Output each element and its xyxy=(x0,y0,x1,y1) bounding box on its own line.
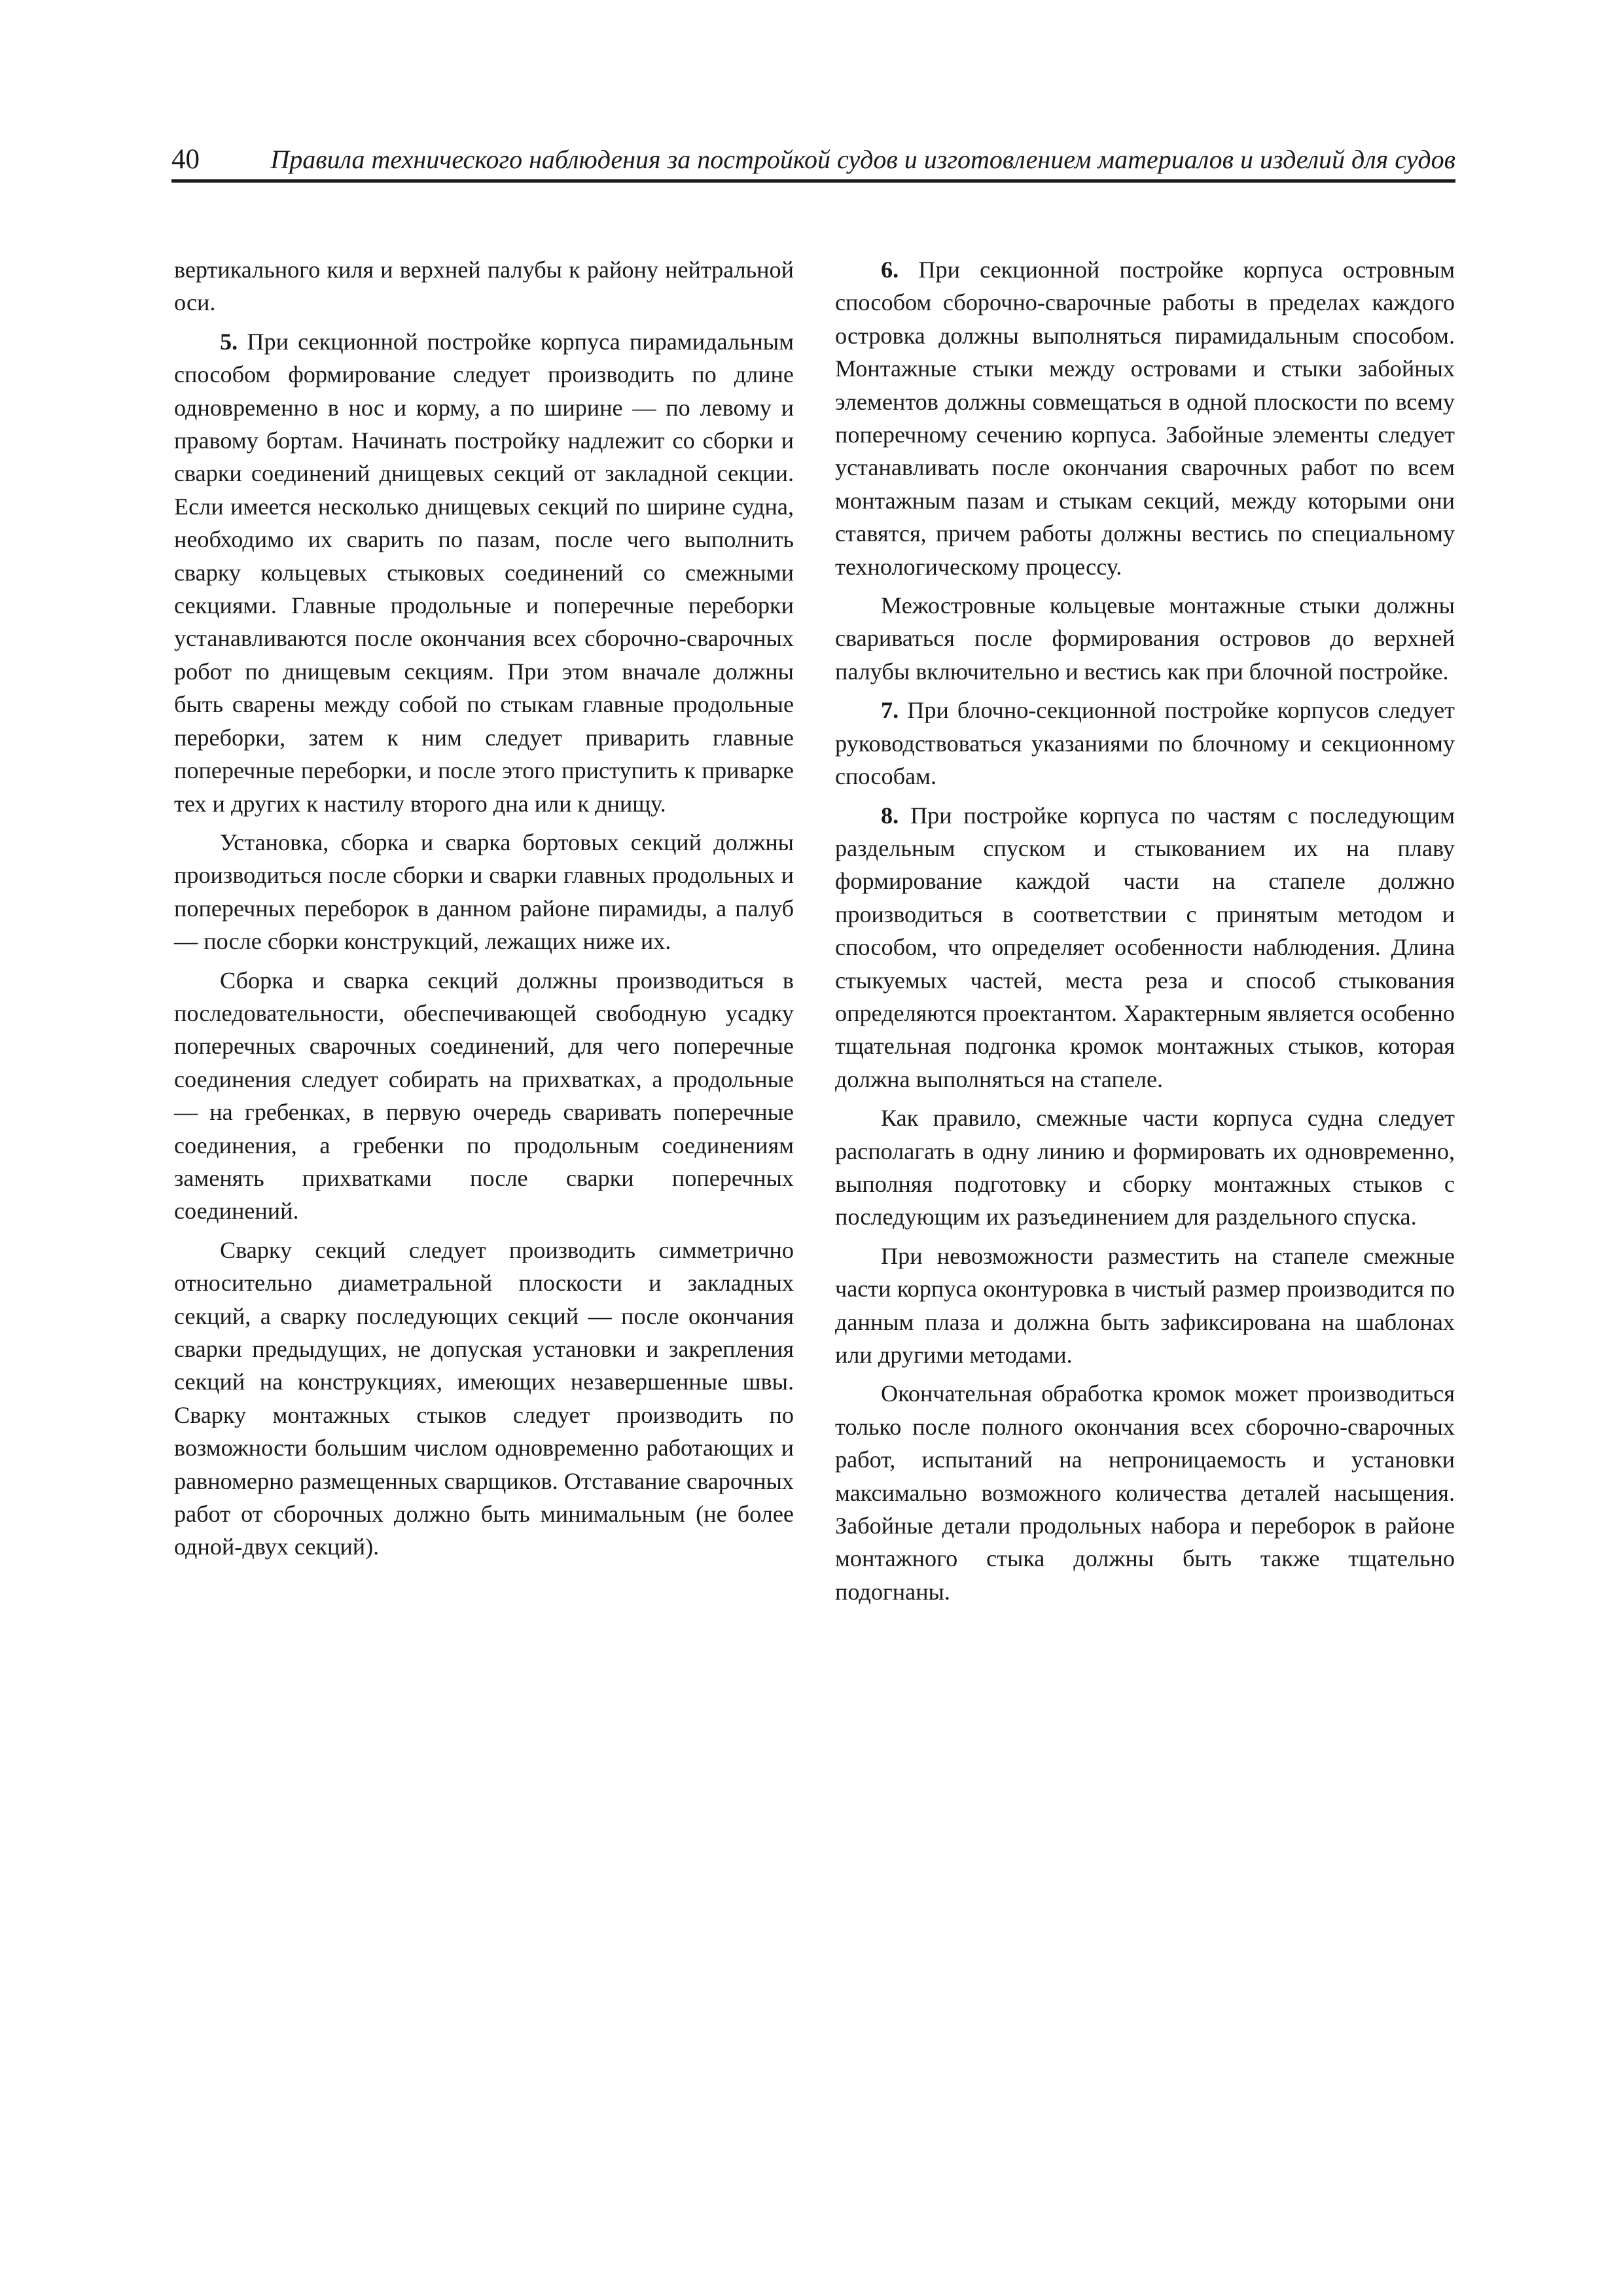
paragraph: Сварку секций следует производить симметрично относительно диаметральной плоскости и закладных секций, а сварку последующих секций — после окончания сварки предыдущих, не допуская установки и закрепления секций на конструкциях, имеющих незавершенные швы. Сварку монтажных стыков следует производить по возможности большим числом одновременно работающих и равномерно размещенных сварщиков. Отставание сварочных работ от сборочных должно быть минимальным (не более одной-двух секций). xyxy=(174,1236,794,1560)
paragraph: Установка, сборка и сварка бортовых секций должны производиться после сборки и сварки главных продольных и поперечных переборок в данном районе пирамиды, а палуб — после сборки конструкций, лежащих ниже их. xyxy=(174,829,794,955)
item-number: 5. xyxy=(220,328,238,355)
paragraph: Сборка и сварка секций должны производиться в последовательности, обеспечивающей свободную усадку поперечных сварочных соединений, для чего поперечные соединения следует собирать на прихватках, а продольные — на гребенках, в первую очередь сваривать поперечные соединения, а гребенки по продольным соединениям заменять прихватками после сварки поперечных соединений. xyxy=(174,967,794,1225)
item-number: 8. xyxy=(881,802,899,829)
running-title: Правила технического наблюдения за постройкой судов и изготовлением материалов и изделий для судов xyxy=(270,145,1455,174)
paragraph-text: При блочно-секционной постройке корпусов следует руководствоваться указаниями по блочному и секционному способам. xyxy=(835,697,1455,790)
paragraph-text: При секционной постройке корпуса островным способом сборочно-сварочные работы в пределах каждого островка должны выполняться пирамидальным способом. Монтажные стыки между островами и стыки забойных элементов должны совмещаться в одной плоскости по всему поперечному сечению корпуса. Забойные элементы следует устанавливать после окончания сварочных работ по всем монтажным пазам и стыкам секций, между которыми они ставятся, причем работы должны вестись по специальному технологическому процессу. xyxy=(835,257,1455,580)
paragraph: Межостровные кольцевые монтажные стыки должны свариваться после формирования островов до верхней палубы включительно и вестись как при блочной постройке. xyxy=(835,592,1455,685)
right-column xyxy=(835,253,1455,1614)
item-number: 7. xyxy=(881,697,899,724)
paragraph-item-6 xyxy=(835,253,1455,583)
paragraph: При невозможности разместить на стапеле смежные части корпуса оконтуровка в чистый размер производится по данным плаза и должна быть зафиксирована на шаблонах или другими методами. xyxy=(835,1242,1455,1368)
left-column xyxy=(174,253,794,1570)
paragraph-text: При секционной постройке корпуса пирамидальным способом формирование следует производить по длине одновременно в нос и корму, а по ширине — по левому и правому бортам. Начинать постройку надлежит со сборки и сварки соединений днищевых секций от закладной секции. Если имеется несколько днищевых секций по ширине судна, необходимо их сварить по пазам, после чего выполнить сварку кольцевых стыковых соединений со смежными секциями. Главные продольные и поперечные переборки устанавливаются после окончания всех сборочно-сварочных робот по днищевым секциям. При этом вначале должны быть сварены между собой по стыкам главные продольные переборки, затем к ним следует приварить главные поперечные переборки, и после этого приступить к приварке тех и других к настилу второго дна или к днищу. xyxy=(174,328,794,817)
paragraph-item-5 xyxy=(174,325,794,820)
paragraph: вертикального киля и верхней палубы к району нейтральной оси. xyxy=(174,257,794,316)
page-header xyxy=(171,143,1455,183)
paragraph-text: При постройке корпуса по частям с последующим раздельным спуском и стыкованием их на плаву формирование каждой части на стапеле должно производиться в соответствии с принятым методом и способом, что определяет особенности наблюдения. Длина стыкуемых частей, места реза и способ стыкования определяются проектантом. Характерным является особенно тщательная подгонка кромок монтажных стыков, которая должна выполняться на стапеле. xyxy=(835,802,1455,1092)
item-number: 6. xyxy=(881,257,899,283)
paragraph-item-8 xyxy=(835,799,1455,1096)
paragraph: Как правило, смежные части корпуса судна следует располагать в одну линию и формировать их одновременно, выполняя подготовку и сборку монтажных стыков с последующим их разъединением для раздельного спуска. xyxy=(835,1105,1455,1230)
paragraph: Окончательная обработка кромок может производиться только после полного окончания всех сборочно-сварочных работ, испытаний на непроницаемость и установки максимально возможного количества деталей насыщения. Забойные детали продольных набора и переборок в районе монтажного стыка должны быть также тщательно подогнаны. xyxy=(835,1380,1455,1605)
page-number: 40 xyxy=(171,144,200,175)
paragraph-item-7 xyxy=(835,694,1455,793)
